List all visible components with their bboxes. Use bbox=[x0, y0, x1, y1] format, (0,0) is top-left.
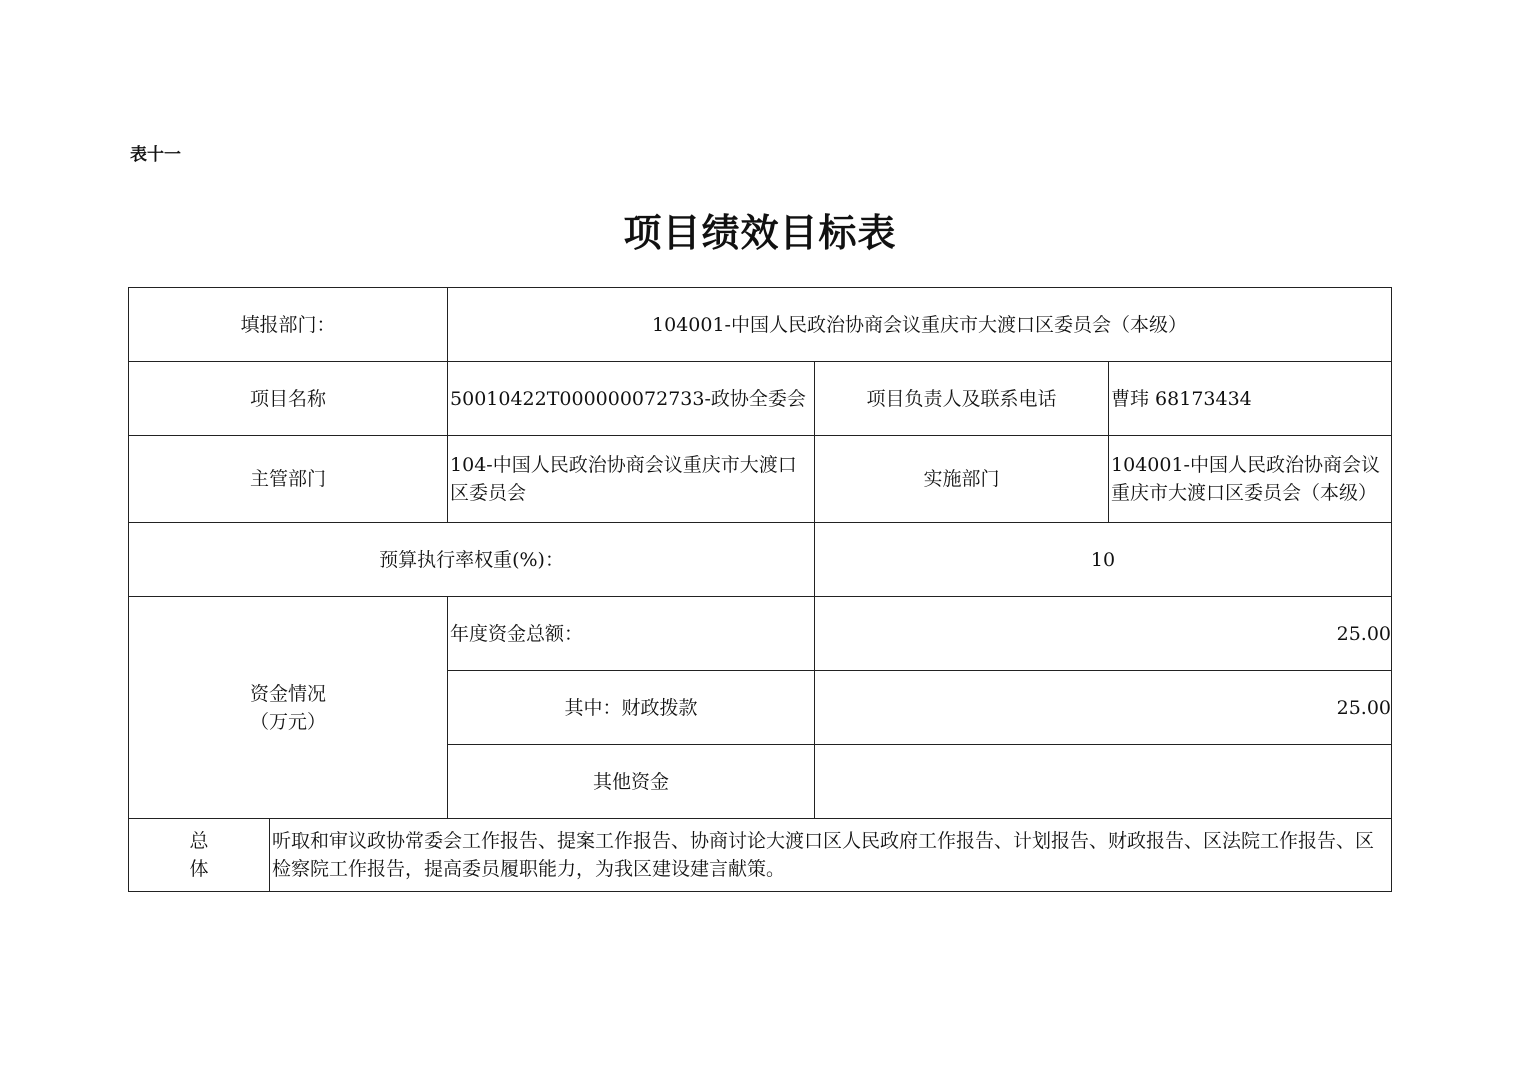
project-name-value: 50010422T000000072733-政协全委会 bbox=[448, 362, 815, 436]
other-funds-value bbox=[815, 745, 1392, 819]
summary-text: 听取和审议政协常委会工作报告、提案工作报告、协商讨论大渡口区人民政府工作报告、计划报告、财政报告、区法院工作报告、区检察院工作报告，提高委员履职能力，为我区建设建言献策。 bbox=[270, 819, 1392, 892]
funds-label bbox=[129, 597, 448, 819]
budget-weight-value: 10 bbox=[815, 523, 1392, 597]
summary-label-line2: 体 bbox=[189, 858, 209, 880]
table-row bbox=[129, 523, 1392, 597]
summary-label-line1: 总 bbox=[189, 830, 209, 852]
fill-dept-value: 104001-中国人民政治协商会议重庆市大渡口区委员会（本级） bbox=[448, 288, 1392, 362]
project-owner-label: 项目负责人及联系电话 bbox=[815, 362, 1109, 436]
table-row bbox=[129, 362, 1392, 436]
budget-weight-label: 预算执行率权重(%)： bbox=[129, 523, 815, 597]
fiscal-allocation-label: 其中：财政拨款 bbox=[448, 671, 815, 745]
fill-dept-label: 填报部门： bbox=[129, 288, 448, 362]
supervisor-dept-value: 104-中国人民政治协商会议重庆市大渡口区委员会 bbox=[448, 436, 815, 523]
table-row bbox=[129, 819, 1392, 892]
supervisor-dept-label: 主管部门 bbox=[129, 436, 448, 523]
annual-total-value: 25.00 bbox=[815, 597, 1392, 671]
page-title: 项目绩效目标表 bbox=[623, 211, 897, 255]
fiscal-allocation-value: 25.00 bbox=[815, 671, 1392, 745]
other-funds-label: 其他资金 bbox=[448, 745, 815, 819]
project-name-label: 项目名称 bbox=[129, 362, 448, 436]
table-row bbox=[129, 288, 1392, 362]
table-row bbox=[129, 597, 1392, 671]
table-row bbox=[129, 436, 1392, 523]
project-owner-value: 曹玮 68173434 bbox=[1109, 362, 1392, 436]
impl-dept-label: 实施部门 bbox=[815, 436, 1109, 523]
funds-label-line2: （万元） bbox=[250, 710, 327, 733]
funds-label-line1: 资金情况 bbox=[250, 682, 327, 705]
performance-target-table bbox=[128, 287, 1392, 892]
annual-total-label: 年度资金总额： bbox=[448, 597, 815, 671]
table-number-label: 表十一 bbox=[130, 145, 181, 165]
summary-label bbox=[129, 819, 270, 892]
impl-dept-value: 104001-中国人民政治协商会议重庆市大渡口区委员会（本级） bbox=[1109, 436, 1392, 523]
